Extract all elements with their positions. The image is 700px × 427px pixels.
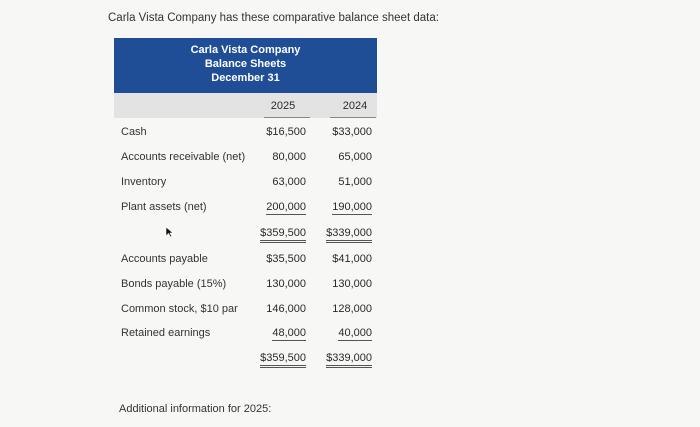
underlined-value: 40,000 <box>338 327 372 339</box>
value-2025: $35,500 <box>266 253 306 265</box>
column-header-2024: 2024 <box>342 100 368 112</box>
statement-header <box>114 38 377 93</box>
double-underlined-value: $339,000 <box>326 227 372 243</box>
value-2025: $16,500 <box>266 126 306 138</box>
value-2024: 128,000 <box>332 303 372 315</box>
table-row <box>0 278 700 294</box>
underlined-value: 48,000 <box>272 327 306 339</box>
column-header-underline <box>264 117 310 118</box>
underlined-value: 190,000 <box>332 201 372 213</box>
table-row <box>0 303 700 319</box>
statement-date: December 31 <box>211 72 280 84</box>
total-assets-row <box>0 227 700 243</box>
value-2024 <box>302 327 372 339</box>
double-underlined-value: $339,000 <box>326 352 372 368</box>
row-label: Accounts payable <box>121 253 208 265</box>
company-name: Carla Vista Company <box>190 44 301 56</box>
value-2025: 146,000 <box>266 303 306 315</box>
table-row <box>0 253 700 269</box>
value-2025: 63,000 <box>272 176 306 188</box>
table-row <box>0 126 700 142</box>
value-2024: 51,000 <box>338 176 372 188</box>
value-2024: 65,000 <box>338 151 372 163</box>
value-2025: 80,000 <box>272 151 306 163</box>
value-2025 <box>236 201 306 213</box>
double-underlined-value: $359,500 <box>260 227 306 243</box>
value-2025: 130,000 <box>266 278 306 290</box>
table-row <box>0 151 700 167</box>
table-row <box>0 201 700 217</box>
mouse-pointer-icon <box>165 226 174 241</box>
row-label: Plant assets (net) <box>121 201 207 213</box>
value-2024 <box>302 227 372 239</box>
underlined-value: 200,000 <box>266 201 306 213</box>
column-header-underline <box>330 117 376 118</box>
value-2025 <box>236 327 306 339</box>
double-underlined-value: $359,500 <box>260 352 306 368</box>
row-label: Accounts receivable (net) <box>121 151 246 163</box>
value-2024 <box>302 201 372 213</box>
value-2024: $41,000 <box>332 253 372 265</box>
row-label: Inventory <box>121 176 167 188</box>
column-header-2025: 2025 <box>270 100 296 112</box>
row-label: Bonds payable (15%) <box>121 278 227 290</box>
row-label: Retained earnings <box>121 327 211 339</box>
statement-title: Balance Sheets <box>204 58 287 70</box>
value-2024: $33,000 <box>332 126 372 138</box>
total-liabilities-equity-row <box>0 352 700 368</box>
table-row <box>0 327 700 343</box>
row-label: Cash <box>121 126 147 138</box>
value-2024 <box>302 352 372 364</box>
row-label: Common stock, $10 par <box>121 303 238 315</box>
table-row <box>0 176 700 192</box>
value-2024: 130,000 <box>332 278 372 290</box>
value-2025 <box>236 352 306 364</box>
intro-text: Carla Vista Company has these comparative balance sheet data: <box>108 12 439 24</box>
value-2025 <box>236 227 306 239</box>
additional-info-text: Additional information for 2025: <box>119 403 272 415</box>
